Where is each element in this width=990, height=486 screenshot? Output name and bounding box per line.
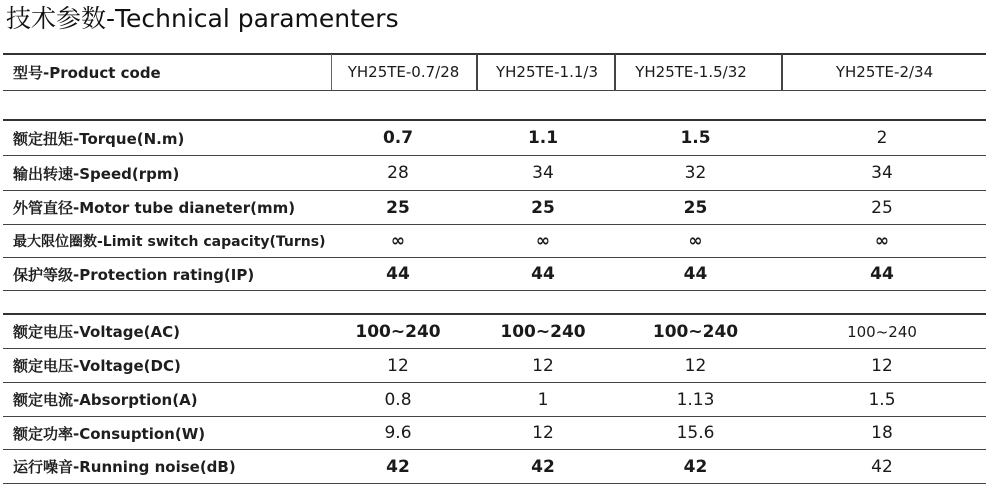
protection-value: 44 xyxy=(386,264,410,284)
column-divider xyxy=(781,54,783,90)
absorption-value: 1.13 xyxy=(676,389,715,410)
row-label-protection: 保护等级-Protection rating(IP) xyxy=(13,265,255,284)
limit-switch-value: ∞ xyxy=(390,231,406,251)
torque-value: 2 xyxy=(876,128,888,148)
voltage-dc-value: 12 xyxy=(684,355,707,376)
consumption-value: 12 xyxy=(532,423,554,443)
speed-value: 28 xyxy=(387,163,409,183)
absorption-value: 1.5 xyxy=(868,389,896,410)
voltage-ac-value: 100~240 xyxy=(652,321,739,342)
absorption-value: 1 xyxy=(537,389,549,410)
row-divider xyxy=(3,290,986,291)
speed-value: 34 xyxy=(532,163,554,183)
voltage-ac-value: 100~240 xyxy=(355,321,441,342)
model-2: YH25TE-1.1/3 xyxy=(495,63,599,81)
torque-value: 0.7 xyxy=(382,128,414,148)
row-divider xyxy=(3,90,986,91)
row-label-voltage-ac: 额定电压-Voltage(AC) xyxy=(13,323,180,341)
limit-switch-value: ∞ xyxy=(874,231,890,251)
absorption-value: 0.8 xyxy=(384,389,412,410)
limit-switch-value: ∞ xyxy=(688,231,703,251)
row-label-speed: 输出转速-Speed(rpm) xyxy=(13,164,180,183)
tube-diameter-value: 25 xyxy=(871,197,893,218)
voltage-dc-value: 12 xyxy=(387,355,409,376)
row-divider xyxy=(3,483,986,484)
protection-value: 44 xyxy=(531,264,555,284)
row-label-consumption: 额定功率-Consuption(W) xyxy=(13,424,206,443)
model-3: YH25TE-1.5/32 xyxy=(635,63,747,81)
noise-value: 42 xyxy=(386,456,410,477)
noise-value: 42 xyxy=(871,456,893,477)
column-divider xyxy=(331,54,332,90)
limit-switch-value: ∞ xyxy=(535,231,551,251)
protection-value: 44 xyxy=(683,264,708,284)
tube-diameter-value: 25 xyxy=(531,197,555,218)
row-label-noise: 运行噪音-Running noise(dB) xyxy=(13,458,236,476)
voltage-ac-value: 100~240 xyxy=(847,322,917,341)
voltage-dc-value: 12 xyxy=(871,355,893,376)
protection-value: 44 xyxy=(870,264,894,284)
voltage-dc-value: 12 xyxy=(532,355,554,376)
consumption-value: 18 xyxy=(871,423,893,443)
consumption-value: 9.6 xyxy=(384,423,412,443)
header-label: 型号-Product code xyxy=(13,63,161,82)
column-divider xyxy=(614,54,616,90)
column-divider xyxy=(476,54,478,90)
torque-value: 1.5 xyxy=(680,128,711,148)
voltage-ac-value: 100~240 xyxy=(500,321,586,342)
model-4: YH25TE-2/34 xyxy=(835,63,934,81)
row-label-absorption: 额定电流-Absorption(A) xyxy=(13,391,198,409)
noise-value: 42 xyxy=(683,456,708,477)
row-label-limit-switch: 最大限位圈数-Limit switch capacity(Turns) xyxy=(13,234,326,250)
speed-value: 32 xyxy=(684,163,707,183)
tube-diameter-value: 25 xyxy=(683,197,708,218)
row-label-torque: 额定扭矩-Torque(N.m) xyxy=(13,129,185,148)
page-title: 技术参数-Technical paramenters xyxy=(6,4,399,33)
model-1: YH25TE-0.7/28 xyxy=(347,63,460,81)
torque-value: 1.1 xyxy=(527,128,559,148)
tube-diameter-value: 25 xyxy=(386,197,410,218)
noise-value: 42 xyxy=(531,456,555,477)
consumption-value: 15.6 xyxy=(676,423,715,443)
speed-value: 34 xyxy=(871,163,893,183)
row-label-tube-diameter: 外管直径-Motor tube dianeter(mm) xyxy=(13,199,296,217)
row-label-voltage-dc: 额定电压-Voltage(DC) xyxy=(13,357,181,375)
